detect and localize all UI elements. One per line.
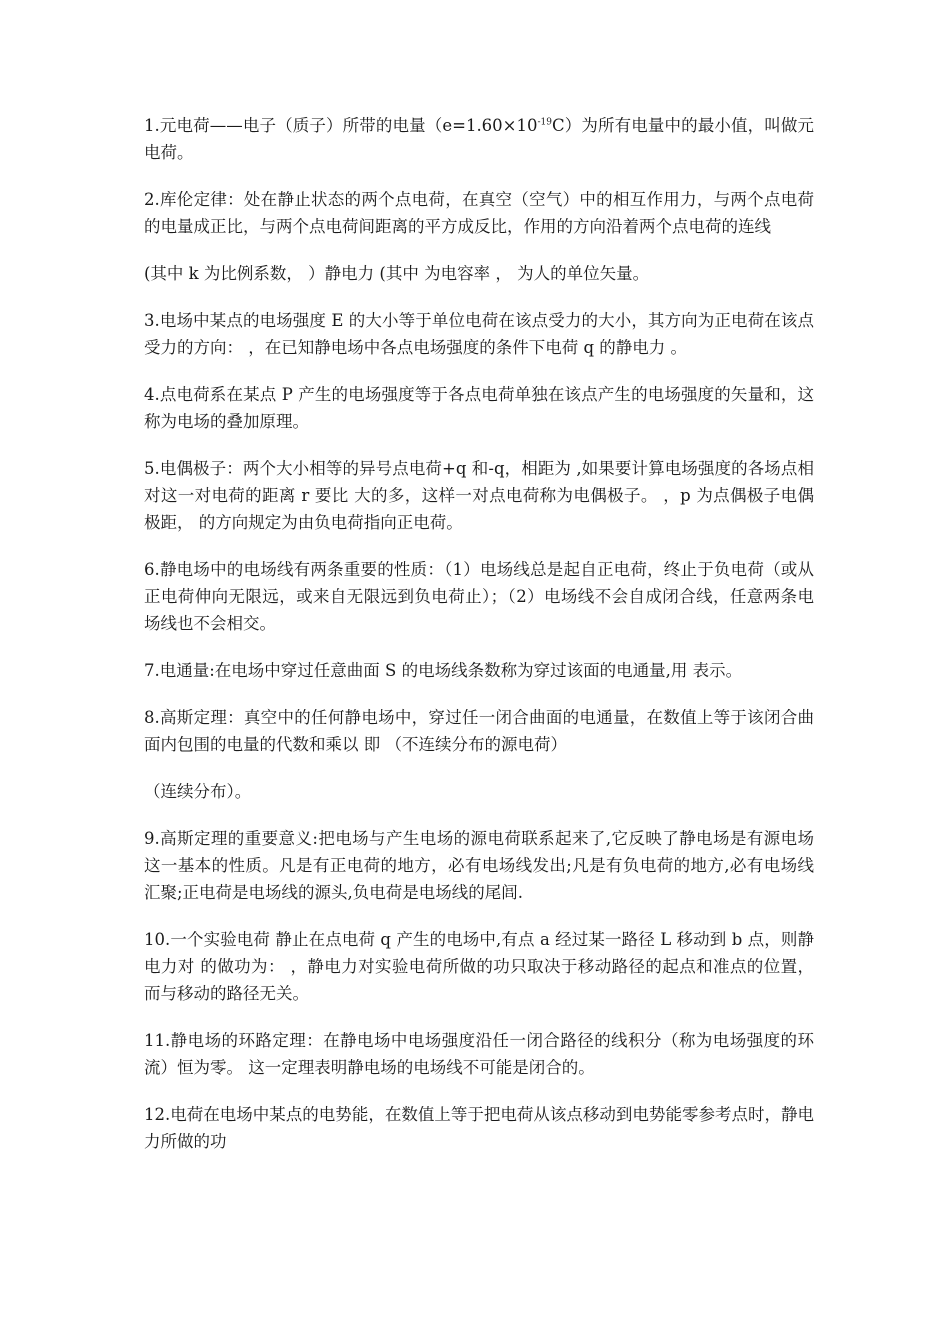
paragraph-9: 9.高斯定理的重要意义:把电场与产生电场的源电荷联系起来了,它反映了静电场是有源电场这一基本的性质。凡是有正电荷的地方，必有电场线发出;凡是有负电荷的地方,必有电场线汇聚;正电荷是电场线的源头,负电荷是电场线的尾闾. — [144, 829, 814, 902]
paragraph-1-text: 1.元电荷——电子（质子）所带的电量（e=1.60×10 — [144, 116, 538, 135]
paragraph-11: 11.静电场的环路定理：在静电场中电场强度沿任一闭合路径的线积分（称为电场强度的环流）恒为零。 这一定理表明静电场的电场线不可能是闭合的。 — [144, 1031, 814, 1077]
paragraph-2-formula-note: (其中 k 为比例系数， ）静电力 (其中 为电容率 ， 为人的单位矢量。 — [144, 264, 650, 283]
paragraph-4: 4.点电荷系在某点 P 产生的电场强度等于各点电荷单独在该点产生的电场强度的矢量和，这称为电场的叠加原理。 — [144, 385, 814, 431]
paragraph-1-text-end: C）为所有电量中的最小值，叫做元电荷。 — [144, 116, 814, 162]
paragraph-10: 10.一个实验电荷 静止在点电荷 q 产生的电场中,有点 a 经过某一路径 L 移动到 b 点，则静电力对 的做功为： ，静电力对实验电荷所做的功只取决于移动路径的起点和准点的位置，而与移动的路径无关。 — [144, 930, 814, 1003]
exponent: -19 — [537, 117, 552, 128]
paragraph-5: 5.电偶极子：两个大小相等的异号点电荷+q 和-q，相距为 ,如果要计算电场强度的各场点相对这一对电荷的距离 r 要比 大的多，这样一对点电荷称为电偶极子。 ，p 为点偶极子电偶极距， 的方向规定为由负电荷指向正电荷。 — [144, 459, 814, 532]
paragraph-1 — [144, 112, 814, 166]
document-body — [144, 112, 814, 1175]
paragraph-8: 8.高斯定理：真空中的任何静电场中，穿过任一闭合曲面的电通量，在数值上等于该闭合曲面内包围的电量的代数和乘以 即 （不连续分布的源电荷） — [144, 708, 814, 754]
paragraph-6: 6.静电场中的电场线有两条重要的性质：（1）电场线总是起自正电荷，终止于负电荷（或从正电荷伸向无限远，或来自无限远到负电荷止）；（2）电场线不会自成闭合线，任意两条电场线也不会相交。 — [144, 560, 814, 633]
paragraph-2: 2.库伦定律：处在静止状态的两个点电荷，在真空（空气）中的相互作用力，与两个点电荷的电量成正比，与两个点电荷间距离的平方成反比，作用的方向沿着两个点电荷的连线 — [144, 190, 814, 236]
paragraph-3: 3.电场中某点的电场强度 E 的大小等于单位电荷在该点受力的大小，其方向为正电荷在该点受力的方向： ，在已知静电场中各点电场强度的条件下电荷 q 的静电力 。 — [144, 311, 814, 357]
paragraph-7: 7.电通量:在电场中穿过任意曲面 S 的电场线条数称为穿过该面的电通量,用 表示。 — [144, 661, 743, 680]
paragraph-12: 12.电荷在电场中某点的电势能，在数值上等于把电荷从该点移动到电势能零参考点时，静电力所做的功 — [144, 1105, 814, 1151]
paragraph-8-continuous: （连续分布）。 — [144, 782, 252, 801]
